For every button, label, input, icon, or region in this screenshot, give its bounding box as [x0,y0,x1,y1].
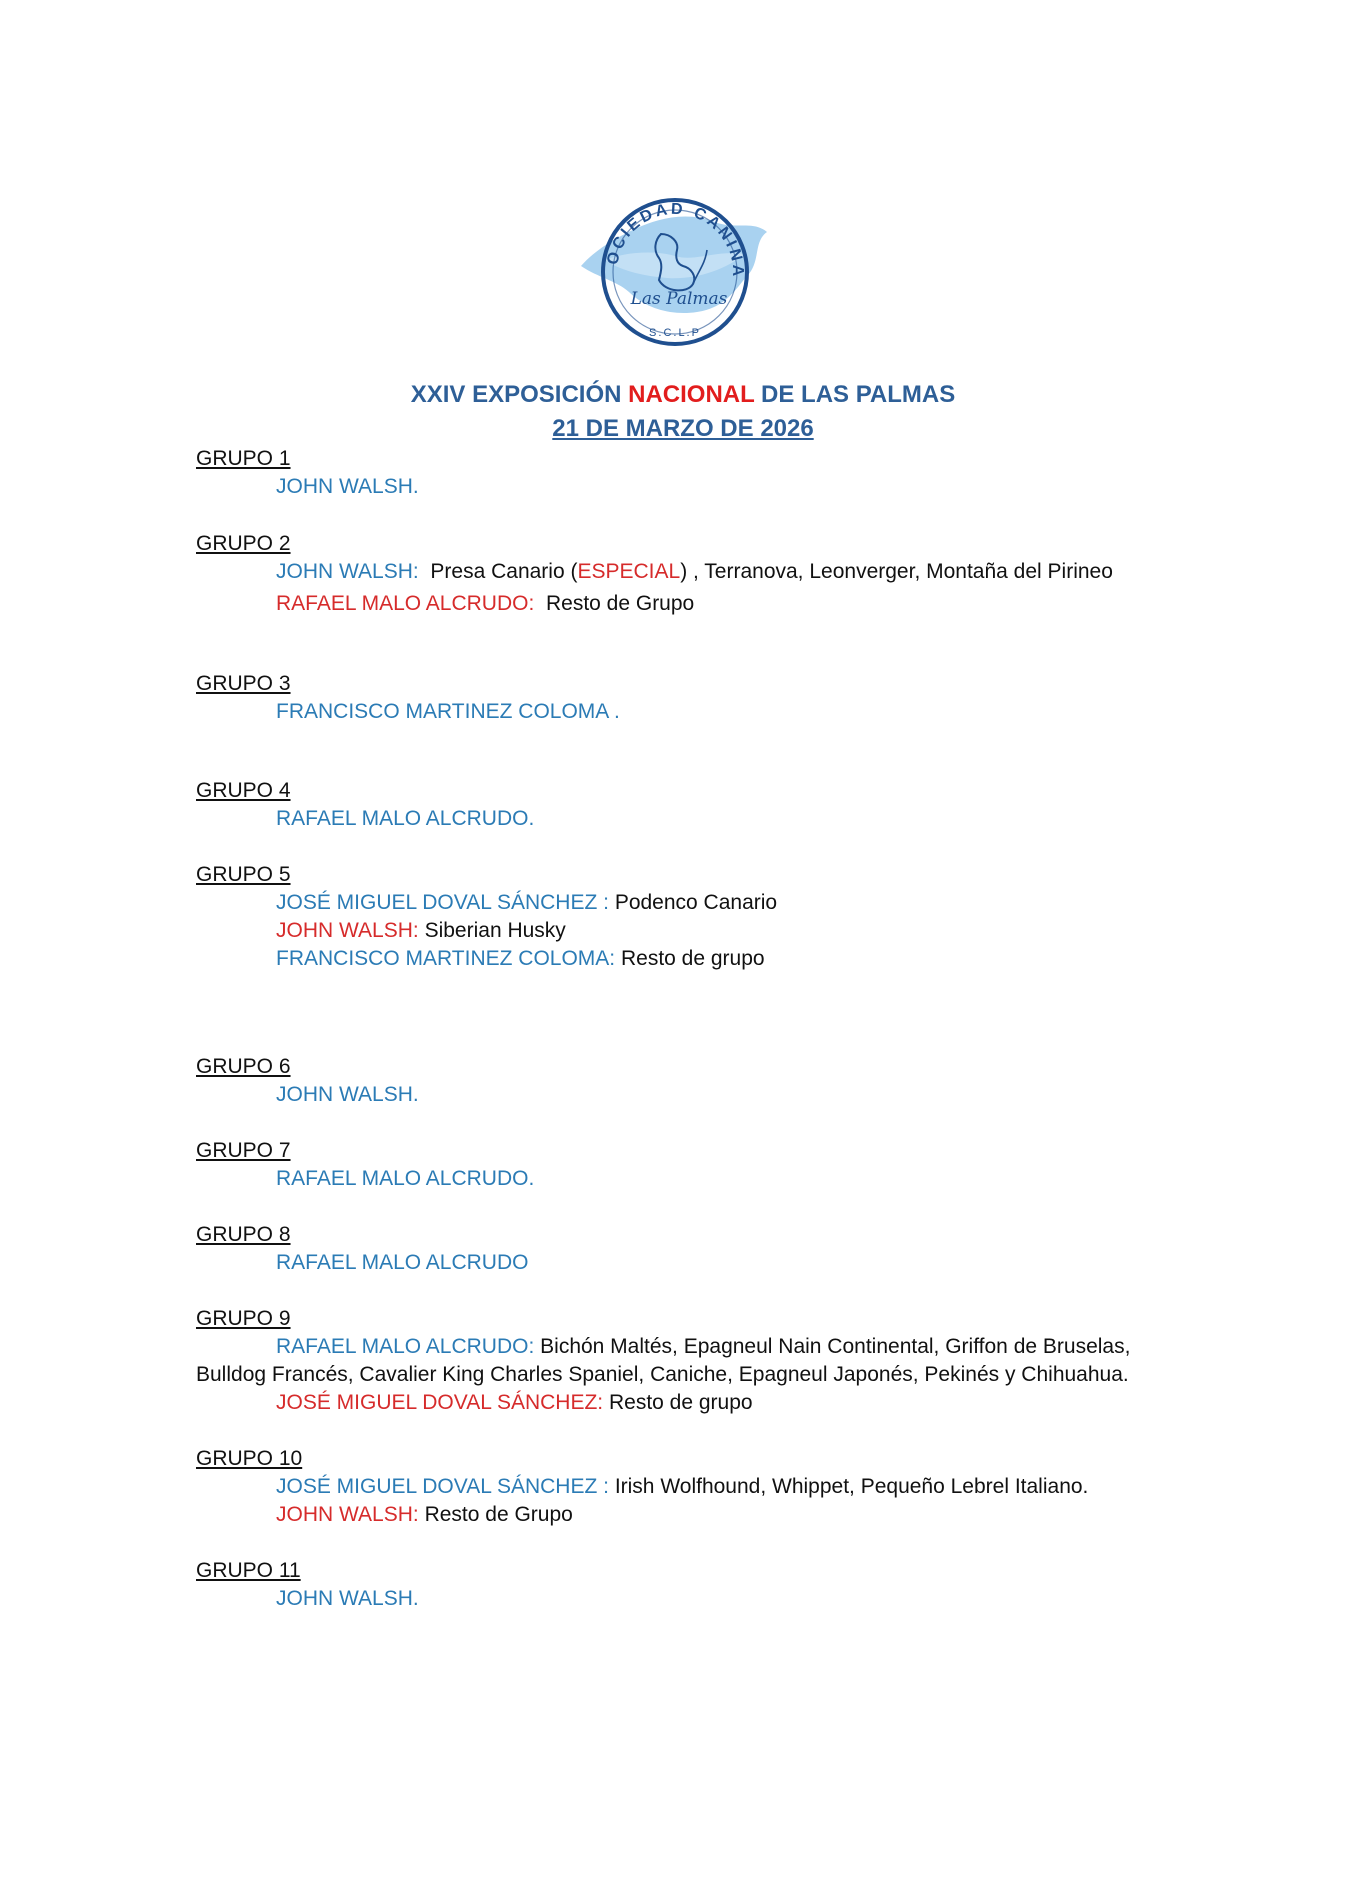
judge-line [276,558,1113,586]
group-label-11: GRUPO 11 [196,1559,301,1582]
judge-name: RAFAEL MALO ALCRUDO: [276,592,535,615]
special-marker: ESPECIAL [577,560,681,583]
judge-name: RAFAEL MALO ALCRUDO. [276,807,535,830]
judge-line [276,473,419,501]
title-part-1: XXIV EXPOSICIÓN [410,381,629,408]
breed-list: Siberian Husky [424,919,566,942]
breed-list: Presa Canario ( [430,560,578,583]
judge-name: JOSÉ MIGUEL DOVAL SÁNCHEZ : [276,891,609,914]
breed-list: Irish Wolfhound, Whippet, Pequeño Lebrel Italiano. [614,1475,1089,1498]
breed-list: Resto de Grupo [424,1503,573,1526]
judge-line [276,889,777,917]
title-highlight: NACIONAL [628,381,755,408]
breed-list: Resto de Grupo [545,592,695,615]
group-label-8: GRUPO 8 [196,1223,291,1246]
judge-name: RAFAEL MALO ALCRUDO: [276,1335,535,1358]
judge-name: JOHN WALSH: [276,1503,419,1526]
group-label-5: GRUPO 5 [196,863,291,886]
judge-name: JOHN WALSH: [276,560,419,583]
group-label-1: GRUPO 1 [196,447,291,470]
judge-line [276,917,566,945]
judge-line [276,1249,528,1277]
judge-line [276,945,765,973]
breed-list: Podenco Canario [614,891,778,914]
judge-line [276,1501,573,1529]
judge-name: JOHN WALSH. [276,1587,419,1610]
group-label-3: GRUPO 3 [196,672,291,695]
group-label-10: GRUPO 10 [196,1447,303,1470]
breed-list: Bichón Maltés, Epagneul Nain Continental, Griffon de Bruselas, [540,1335,1131,1358]
group-label-2: GRUPO 2 [196,532,291,555]
group-label-6: GRUPO 6 [196,1055,291,1078]
judge-line [276,805,534,833]
logo-script-text: Las Palmas [630,289,728,309]
club-logo [575,180,775,350]
event-date: 21 DE MARZO DE 2026 [552,415,814,442]
logo-graphic [575,180,775,350]
breed-list: Resto de grupo [620,947,765,970]
group-label-9: GRUPO 9 [196,1307,291,1330]
judge-name: RAFAEL MALO ALCRUDO [276,1251,529,1274]
judge-line [276,1165,534,1193]
judge-name: RAFAEL MALO ALCRUDO. [276,1167,535,1190]
page-title [0,378,1366,412]
judge-line [276,1389,753,1417]
judge-name: JOHN WALSH: [276,919,419,942]
group-label-4: GRUPO 4 [196,779,291,802]
judge-name: JOSÉ MIGUEL DOVAL SÁNCHEZ : [276,1475,609,1498]
logo-top-text: OCIEDAD CANINA [604,200,747,280]
logo-bottom-text: S.C.L.P [649,327,701,339]
judge-line [276,698,620,726]
judge-name: FRANCISCO MARTINEZ COLOMA . [276,700,620,723]
judge-line [276,1081,419,1109]
judge-line [276,1473,1088,1501]
judge-name: JOHN WALSH. [276,1083,419,1106]
judge-name: JOSÉ MIGUEL DOVAL SÁNCHEZ: [276,1391,604,1414]
document-header [0,378,1366,446]
group-label-7: GRUPO 7 [196,1139,291,1162]
judge-line [276,1585,419,1613]
judge-name: JOHN WALSH. [276,475,419,498]
breed-list: ) , Terranova, Leonverger, Montaña del Pirineo [680,560,1113,583]
title-part-2: DE LAS PALMAS [754,381,956,408]
judge-name: FRANCISCO MARTINEZ COLOMA: [276,947,616,970]
breed-list-continued: Bulldog Francés, Cavalier King Charles Spaniel, Caniche, Epagneul Japonés, Pekinés y Chihuahua. [196,1363,1129,1386]
judge-line [276,590,694,618]
breed-list: Resto de grupo [608,1391,753,1414]
judge-line [276,1333,1130,1361]
